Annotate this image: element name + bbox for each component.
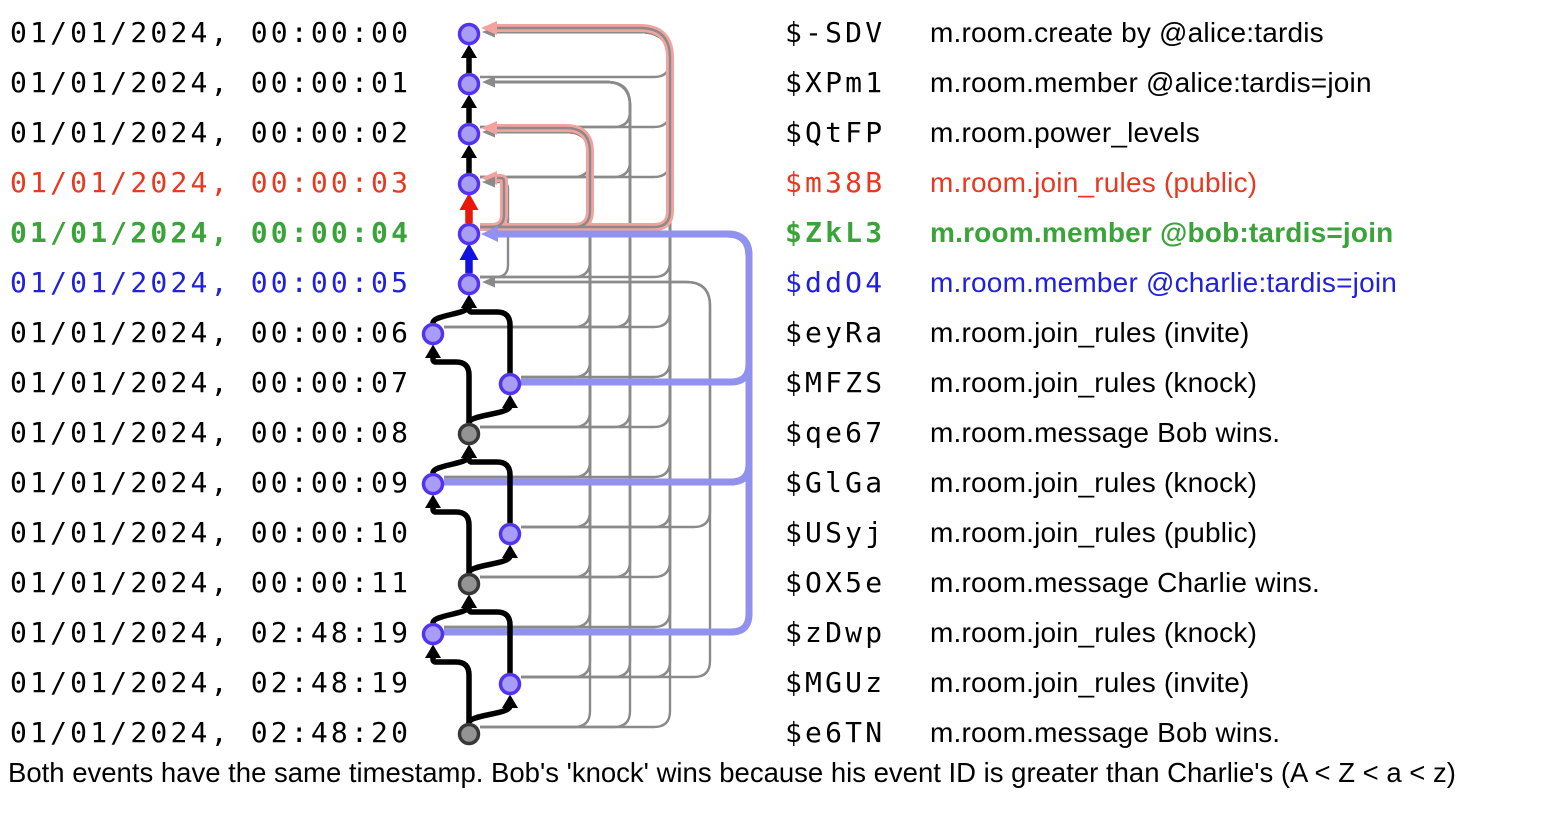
event-description: m.room.message Bob wins. bbox=[930, 717, 1281, 748]
arrowhead-icon bbox=[461, 145, 477, 159]
event-description: m.room.member @charlie:tardis=join bbox=[930, 267, 1398, 298]
event-description: m.room.join_rules (knock) bbox=[930, 617, 1258, 648]
arrowhead-icon bbox=[482, 77, 495, 88]
edge bbox=[469, 306, 510, 373]
edge bbox=[480, 28, 670, 227]
edge bbox=[433, 306, 469, 323]
arrowhead-icon bbox=[482, 27, 495, 38]
event-node-$qe67[interactable] bbox=[460, 425, 479, 444]
edge bbox=[480, 32, 670, 577]
event-description: m.room.member @bob:tardis=join bbox=[930, 217, 1394, 248]
edge bbox=[494, 282, 710, 527]
arrowhead-icon bbox=[502, 545, 518, 559]
timestamp: 01/01/2024, 00:00:02 bbox=[10, 116, 412, 149]
edge bbox=[480, 132, 590, 177]
timestamp: 01/01/2024, 00:00:08 bbox=[10, 416, 412, 449]
edge bbox=[494, 282, 710, 677]
event-node-$GlGa[interactable] bbox=[424, 475, 443, 494]
edge bbox=[480, 178, 504, 227]
event-node-$USyj[interactable] bbox=[501, 525, 520, 544]
arrowhead-icon bbox=[461, 95, 477, 109]
edge bbox=[433, 506, 469, 573]
timestamp: 01/01/2024, 00:00:05 bbox=[10, 266, 412, 299]
event-description: m.room.power_levels bbox=[930, 117, 1200, 148]
edge bbox=[494, 132, 590, 677]
event-id: $qe67 bbox=[785, 416, 886, 449]
arrowhead-icon bbox=[461, 295, 477, 309]
event-id: $eyRa bbox=[785, 316, 886, 349]
edge bbox=[480, 132, 590, 277]
edge bbox=[480, 132, 590, 427]
edge bbox=[494, 32, 670, 677]
edge bbox=[480, 182, 508, 277]
arrowhead-icon bbox=[425, 345, 441, 359]
edge bbox=[469, 406, 510, 423]
arrowhead-icon bbox=[482, 127, 495, 138]
arrowhead-icon bbox=[461, 45, 477, 59]
event-id: $MGUz bbox=[785, 666, 886, 699]
event-description: m.room.join_rules (invite) bbox=[930, 317, 1250, 348]
edge bbox=[494, 132, 590, 527]
arrowhead-icon bbox=[461, 295, 477, 309]
timestamp: 01/01/2024, 00:00:06 bbox=[10, 316, 412, 349]
event-node-$QtFP[interactable] bbox=[460, 125, 479, 144]
timestamp: 01/01/2024, 02:48:19 bbox=[10, 666, 412, 699]
timestamp: 01/01/2024, 02:48:20 bbox=[10, 716, 412, 749]
arrowhead-icon bbox=[460, 193, 479, 210]
arrowhead-icon bbox=[425, 645, 441, 659]
edge bbox=[480, 32, 670, 77]
event-description: m.room.create by @alice:tardis bbox=[930, 17, 1324, 48]
arrowhead-icon bbox=[481, 226, 498, 242]
arrowhead-icon bbox=[461, 445, 477, 459]
event-description: m.room.join_rules (invite) bbox=[930, 667, 1250, 698]
event-id: $XPm1 bbox=[785, 66, 886, 99]
edge bbox=[480, 82, 630, 577]
edge bbox=[480, 82, 630, 427]
edge bbox=[433, 656, 469, 723]
timestamp: 01/01/2024, 00:00:07 bbox=[10, 366, 412, 399]
edge bbox=[480, 32, 670, 427]
edge bbox=[480, 178, 504, 227]
arrowhead-icon bbox=[481, 21, 497, 35]
edge bbox=[497, 234, 749, 382]
event-node-$e6TN[interactable] bbox=[460, 725, 479, 744]
edge bbox=[480, 128, 590, 227]
edge bbox=[469, 606, 510, 673]
event-node-$m38B[interactable] bbox=[460, 175, 479, 194]
arrowhead-icon bbox=[460, 243, 479, 260]
edge bbox=[480, 32, 670, 127]
timestamp: 01/01/2024, 00:00:00 bbox=[10, 16, 412, 49]
event-description: m.room.join_rules (public) bbox=[930, 517, 1258, 548]
edge bbox=[480, 82, 630, 727]
event-description: m.room.join_rules (knock) bbox=[930, 467, 1258, 498]
timestamp: 01/01/2024, 00:00:01 bbox=[10, 66, 412, 99]
edge bbox=[444, 234, 749, 482]
event-id: $MFZS bbox=[785, 366, 886, 399]
arrowhead-icon bbox=[481, 171, 497, 185]
event-node-$-SDV[interactable] bbox=[460, 25, 479, 44]
timestamp: 01/01/2024, 00:00:04 bbox=[10, 216, 412, 249]
event-node-$MFZS[interactable] bbox=[501, 375, 520, 394]
arrowhead-icon bbox=[461, 595, 477, 609]
arrowhead-icon bbox=[425, 495, 441, 509]
event-node-$XPm1[interactable] bbox=[460, 75, 479, 94]
edge bbox=[480, 82, 630, 127]
edge bbox=[480, 132, 590, 727]
event-node-$ddO4[interactable] bbox=[460, 275, 479, 294]
caption: Both events have the same timestamp. Bob's 'knock' wins because his event ID is greater than Charlie's (A < Z < a < z) bbox=[8, 757, 1456, 788]
event-id: $GlGa bbox=[785, 466, 886, 499]
edge bbox=[494, 32, 670, 377]
event-id: $OX5e bbox=[785, 566, 886, 599]
timestamp: 01/01/2024, 00:00:09 bbox=[10, 466, 412, 499]
event-node-$OX5e[interactable] bbox=[460, 575, 479, 594]
event-node-$MGUz[interactable] bbox=[501, 675, 520, 694]
arrowhead-icon bbox=[502, 695, 518, 709]
event-id: $-SDV bbox=[785, 16, 886, 49]
event-node-$eyRa[interactable] bbox=[424, 325, 443, 344]
timestamp: 01/01/2024, 00:00:10 bbox=[10, 516, 412, 549]
event-id: $USyj bbox=[785, 516, 886, 549]
event-id: $ZkL3 bbox=[785, 216, 886, 249]
edge bbox=[469, 456, 510, 523]
edge bbox=[444, 32, 670, 627]
edge bbox=[480, 32, 670, 177]
event-id: $zDwp bbox=[785, 616, 886, 649]
event-description: m.room.join_rules (knock) bbox=[930, 367, 1258, 398]
edge bbox=[480, 28, 670, 227]
event-id: $QtFP bbox=[785, 116, 886, 149]
timestamp: 01/01/2024, 00:00:03 bbox=[10, 166, 412, 199]
event-description: m.room.join_rules (public) bbox=[930, 167, 1258, 198]
edge bbox=[480, 132, 590, 577]
edge bbox=[433, 606, 469, 623]
event-id: $m38B bbox=[785, 166, 886, 199]
arrowhead-icon bbox=[461, 445, 477, 459]
edge bbox=[433, 456, 469, 473]
edge bbox=[480, 128, 590, 227]
event-id: $e6TN bbox=[785, 716, 886, 749]
edge bbox=[433, 356, 469, 423]
event-description: m.room.message Bob wins. bbox=[930, 417, 1281, 448]
edge bbox=[494, 32, 670, 527]
timestamp: 01/01/2024, 00:00:11 bbox=[10, 566, 412, 599]
arrowhead-icon bbox=[482, 177, 495, 188]
event-description: m.room.member @alice:tardis=join bbox=[930, 67, 1372, 98]
arrowhead-icon bbox=[481, 121, 497, 135]
timestamp: 01/01/2024, 02:48:19 bbox=[10, 616, 412, 649]
arrowhead-icon bbox=[461, 595, 477, 609]
arrowhead-icon bbox=[482, 277, 495, 288]
event-id: $ddO4 bbox=[785, 266, 886, 299]
event-description: m.room.message Charlie wins. bbox=[930, 567, 1320, 598]
edge bbox=[480, 82, 630, 177]
arrowhead-icon bbox=[502, 395, 518, 409]
edge bbox=[469, 556, 510, 573]
edge bbox=[444, 32, 670, 477]
event-node-$ZkL3[interactable] bbox=[460, 225, 479, 244]
edge bbox=[444, 234, 749, 632]
event-node-$zDwp[interactable] bbox=[424, 625, 443, 644]
edge bbox=[494, 132, 590, 377]
edge bbox=[469, 706, 510, 723]
edge bbox=[480, 32, 670, 277]
